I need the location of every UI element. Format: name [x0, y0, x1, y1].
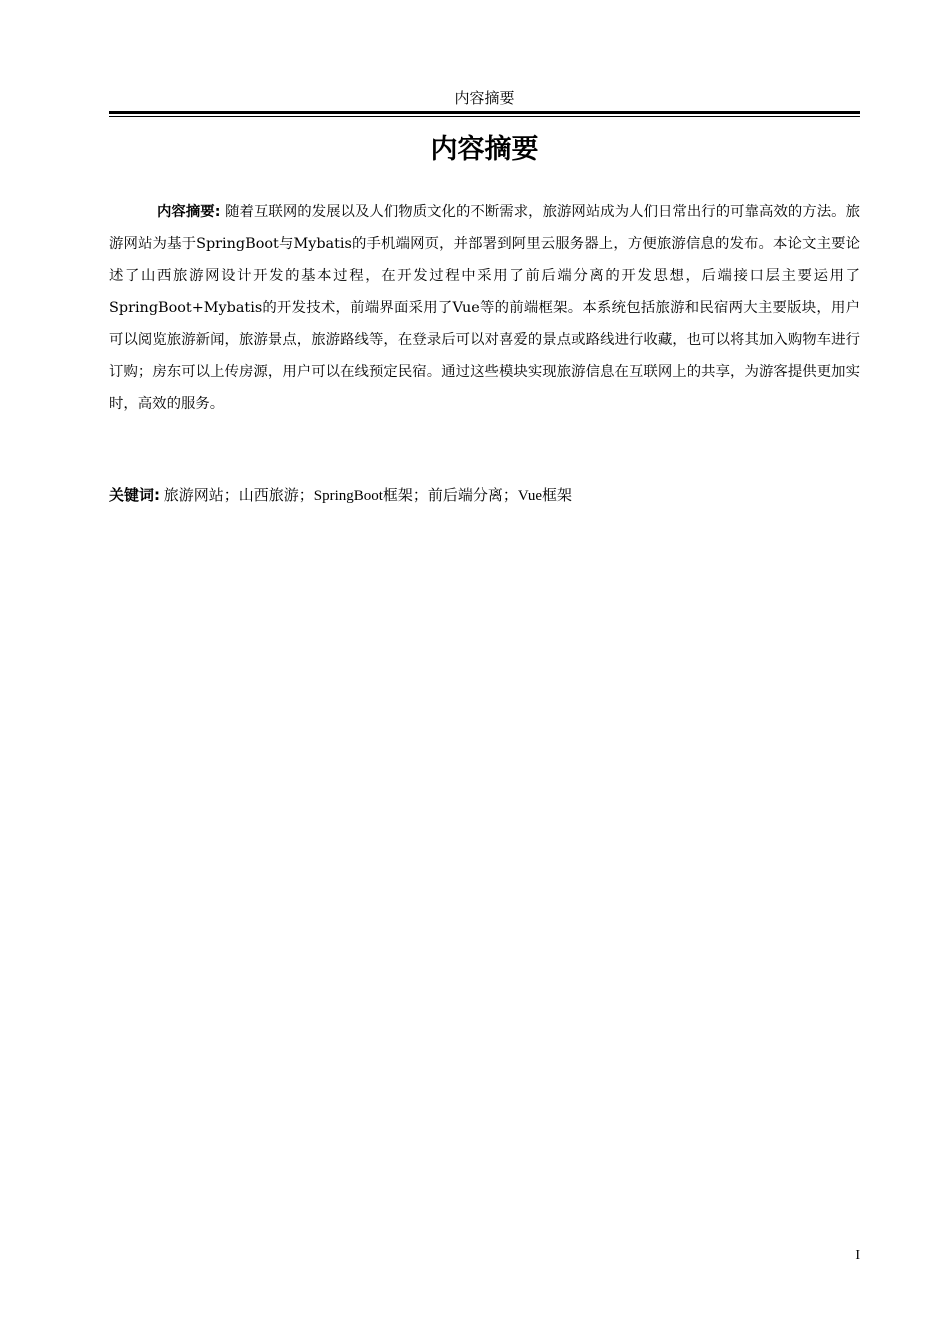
header-rule-thick — [109, 111, 860, 114]
running-header: 内容摘要 — [454, 89, 515, 107]
header-rule-thin — [109, 116, 860, 117]
keywords-label: 关键词: — [109, 486, 160, 504]
abstract-paragraph — [109, 196, 860, 420]
abstract-text: 随着互联网的发展以及人们物质文化的不断需求，旅游网站成为人们日常出行的可靠高效的方法。旅游网站为基于SpringBoot与Mybatis的手机端网页，并部署到阿里云服务器上，方便旅游信息的发布。本论文主要论述了山西旅游网设计开发的基本过程，在开发过程中采用了前后端分离的开发思想，后端接口层主要运用了SpringBoot+Mybatis的开发技术，前端界面采用了Vue等的前端框架。本系统包括旅游和民宿两大主要版块，用户可以阅览旅游新闻，旅游景点，旅游路线等，在登录后可以对喜爱的景点或路线进行收藏，也可以将其加入购物车进行订购；房东可以上传房源，用户可以在线预定民宿。通过这些模块实现旅游信息在互联网上的共享，为游客提供更加实时，高效的服务。 — [109, 204, 860, 412]
page-title: 内容摘要 — [430, 134, 539, 165]
keywords-line — [109, 484, 860, 507]
keywords-text: 旅游网站；山西旅游；SpringBoot框架；前后端分离；Vue框架 — [163, 488, 573, 504]
page-number: I — [855, 1248, 860, 1263]
abstract-label: 内容摘要: — [157, 204, 221, 220]
